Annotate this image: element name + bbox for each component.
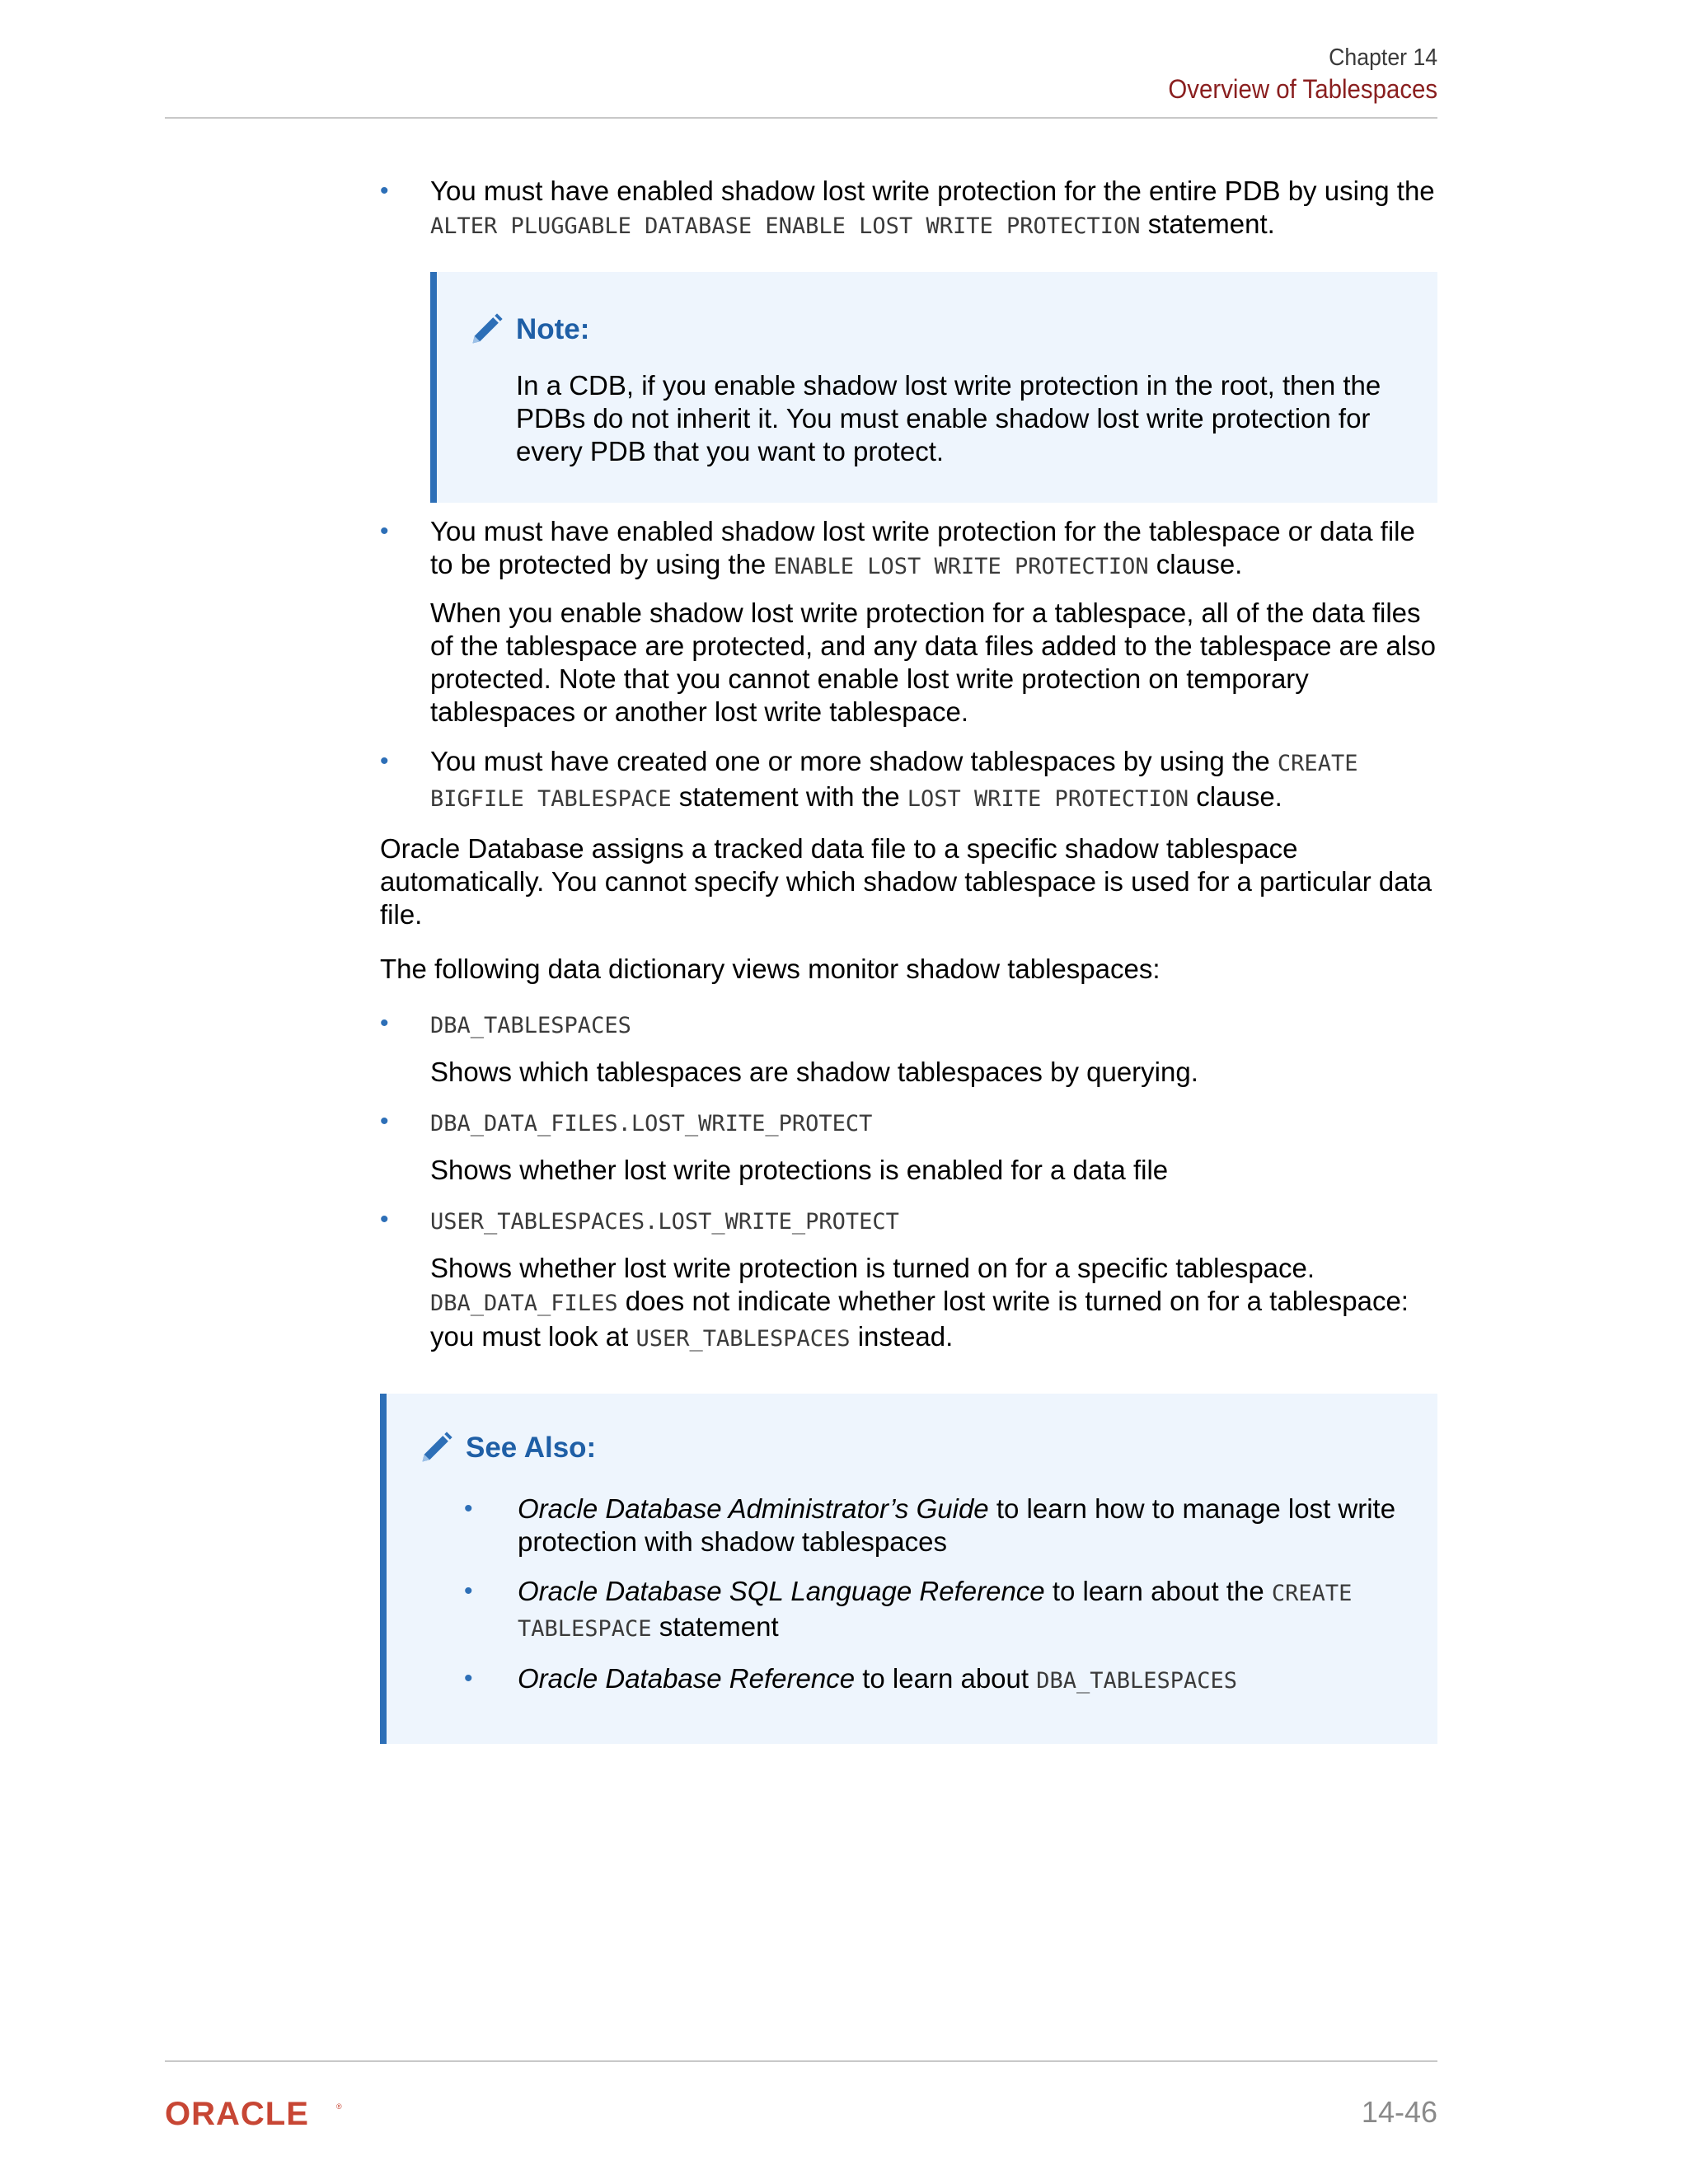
code-text: DBA_DATA_FILES.LOST_WRITE_PROTECT bbox=[430, 1111, 873, 1137]
note-callout bbox=[430, 272, 1437, 503]
bullet-icon: • bbox=[380, 1206, 389, 1233]
page-number: 14-46 bbox=[1361, 2095, 1437, 2129]
svg-text:®: ® bbox=[336, 2102, 342, 2111]
see-also-list bbox=[387, 1493, 1404, 1698]
note-label: Note: bbox=[516, 313, 590, 345]
code-text: ENABLE LOST WRITE PROTECTION bbox=[773, 554, 1149, 579]
body-paragraph: The following data dictionary views monitor shadow tablespaces: bbox=[380, 954, 1160, 984]
see-also-label: See Also: bbox=[466, 1432, 597, 1464]
list-item bbox=[380, 515, 1437, 583]
reference-link[interactable]: Oracle Database SQL Language Reference bbox=[518, 1576, 1045, 1606]
pencil-icon bbox=[468, 312, 504, 348]
list-item-detail bbox=[380, 1252, 1437, 1356]
code-text: CREATE BIGFILE TABLESPACE bbox=[430, 751, 1358, 812]
list-item bbox=[380, 1203, 1437, 1239]
code-text: LOST WRITE PROTECTION bbox=[907, 786, 1189, 812]
detail-text: instead. bbox=[850, 1321, 954, 1352]
bullet-icon: • bbox=[464, 1495, 473, 1522]
bullet-icon: • bbox=[380, 1010, 389, 1037]
bullet-icon: • bbox=[464, 1577, 473, 1605]
code-text: ALTER PLUGGABLE DATABASE ENABLE LOST WRITE PROTECTION bbox=[430, 213, 1141, 239]
reference-link[interactable]: Oracle Database Administrator’s Guide bbox=[518, 1493, 989, 1524]
list-item-text: clause. bbox=[1189, 781, 1282, 812]
list-item bbox=[380, 1105, 1437, 1141]
see-also-item bbox=[464, 1493, 1404, 1558]
list-item bbox=[380, 175, 1437, 243]
code-text: DBA_DATA_FILES bbox=[430, 1291, 618, 1316]
code-text: DBA_TABLESPACES bbox=[1036, 1668, 1238, 1694]
list-item-text: statement with the bbox=[671, 781, 907, 812]
header-rule bbox=[165, 117, 1437, 119]
list-item bbox=[380, 1007, 1437, 1043]
code-text: USER_TABLESPACES.LOST_WRITE_PROTECT bbox=[430, 1209, 899, 1235]
see-also-text: to learn how to manage lost write protection with shadow tablespaces bbox=[518, 1493, 1396, 1557]
see-also-text: statement bbox=[651, 1611, 779, 1642]
chapter-title: Overview of Tablespaces bbox=[1168, 74, 1437, 104]
see-also-item bbox=[464, 1662, 1404, 1698]
see-also-text: to learn about the bbox=[1044, 1576, 1272, 1606]
footer-rule bbox=[165, 2060, 1437, 2062]
code-text: CREATE TABLESPACE bbox=[518, 1581, 1353, 1642]
list-item bbox=[380, 745, 1437, 816]
see-also-text: to learn about bbox=[855, 1663, 1037, 1694]
list-item-text: You must have enabled shadow lost write protection for the tablespace or data file to be protected by using the bbox=[430, 516, 1415, 579]
see-also-heading bbox=[387, 1430, 1404, 1466]
list-item-text: You must have created one or more shadow tablespaces by using the bbox=[430, 746, 1278, 776]
list-item-detail: Shows whether lost write protections is enabled for a data file bbox=[430, 1155, 1169, 1185]
code-text: USER_TABLESPACES bbox=[635, 1326, 851, 1352]
list-item-text: clause. bbox=[1148, 549, 1243, 579]
bullet-icon: • bbox=[380, 748, 389, 775]
note-text: In a CDB, if you enable shadow lost write protection in the root, then the PDBs do not inherit it. You must enable shadow lost write protection for every PDB that you want to protect. bbox=[516, 370, 1381, 466]
page-header bbox=[1145, 43, 1437, 105]
list-item-text: You must have enabled shadow lost write protection for the entire PDB by using the bbox=[430, 176, 1435, 206]
bullet-icon: • bbox=[464, 1665, 473, 1692]
see-also-callout bbox=[380, 1394, 1437, 1744]
see-also-item bbox=[464, 1575, 1404, 1646]
list-item-text: statement. bbox=[1140, 209, 1275, 239]
reference-link[interactable]: Oracle Database Reference bbox=[518, 1663, 856, 1694]
list-item-detail: Shows which tablespaces are shadow tablespaces by querying. bbox=[430, 1057, 1198, 1087]
body-paragraph: Oracle Database assigns a tracked data file to a specific shadow tablespace automatically. You cannot specify which shadow tablespace is used for a particular data file. bbox=[380, 833, 1432, 930]
chapter-label: Chapter 14 bbox=[1328, 45, 1437, 71]
bullet-icon: • bbox=[380, 177, 389, 204]
detail-text: does not indicate whether lost write is turned on for a tablespace: you must look at bbox=[430, 1286, 1409, 1352]
bullet-icon: • bbox=[380, 1108, 389, 1135]
oracle-logo bbox=[165, 2099, 346, 2133]
detail-text: Shows whether lost write protection is turned on for a specific tablespace. bbox=[430, 1253, 1315, 1283]
main-content bbox=[380, 175, 1437, 1744]
list-item-detail: When you enable shadow lost write protection for a tablespace, all of the data files of the tablespace are protected, and any data files added to the tablespace are also protected. Note that you cannot enable lost write protection on temporary tablespaces or another lost write tablespace. bbox=[430, 598, 1437, 727]
logo-text: ORACLE bbox=[165, 2099, 309, 2129]
bullet-icon: • bbox=[380, 518, 389, 545]
code-text: DBA_TABLESPACES bbox=[430, 1013, 631, 1038]
pencil-icon bbox=[418, 1430, 454, 1466]
note-heading bbox=[437, 312, 1404, 348]
